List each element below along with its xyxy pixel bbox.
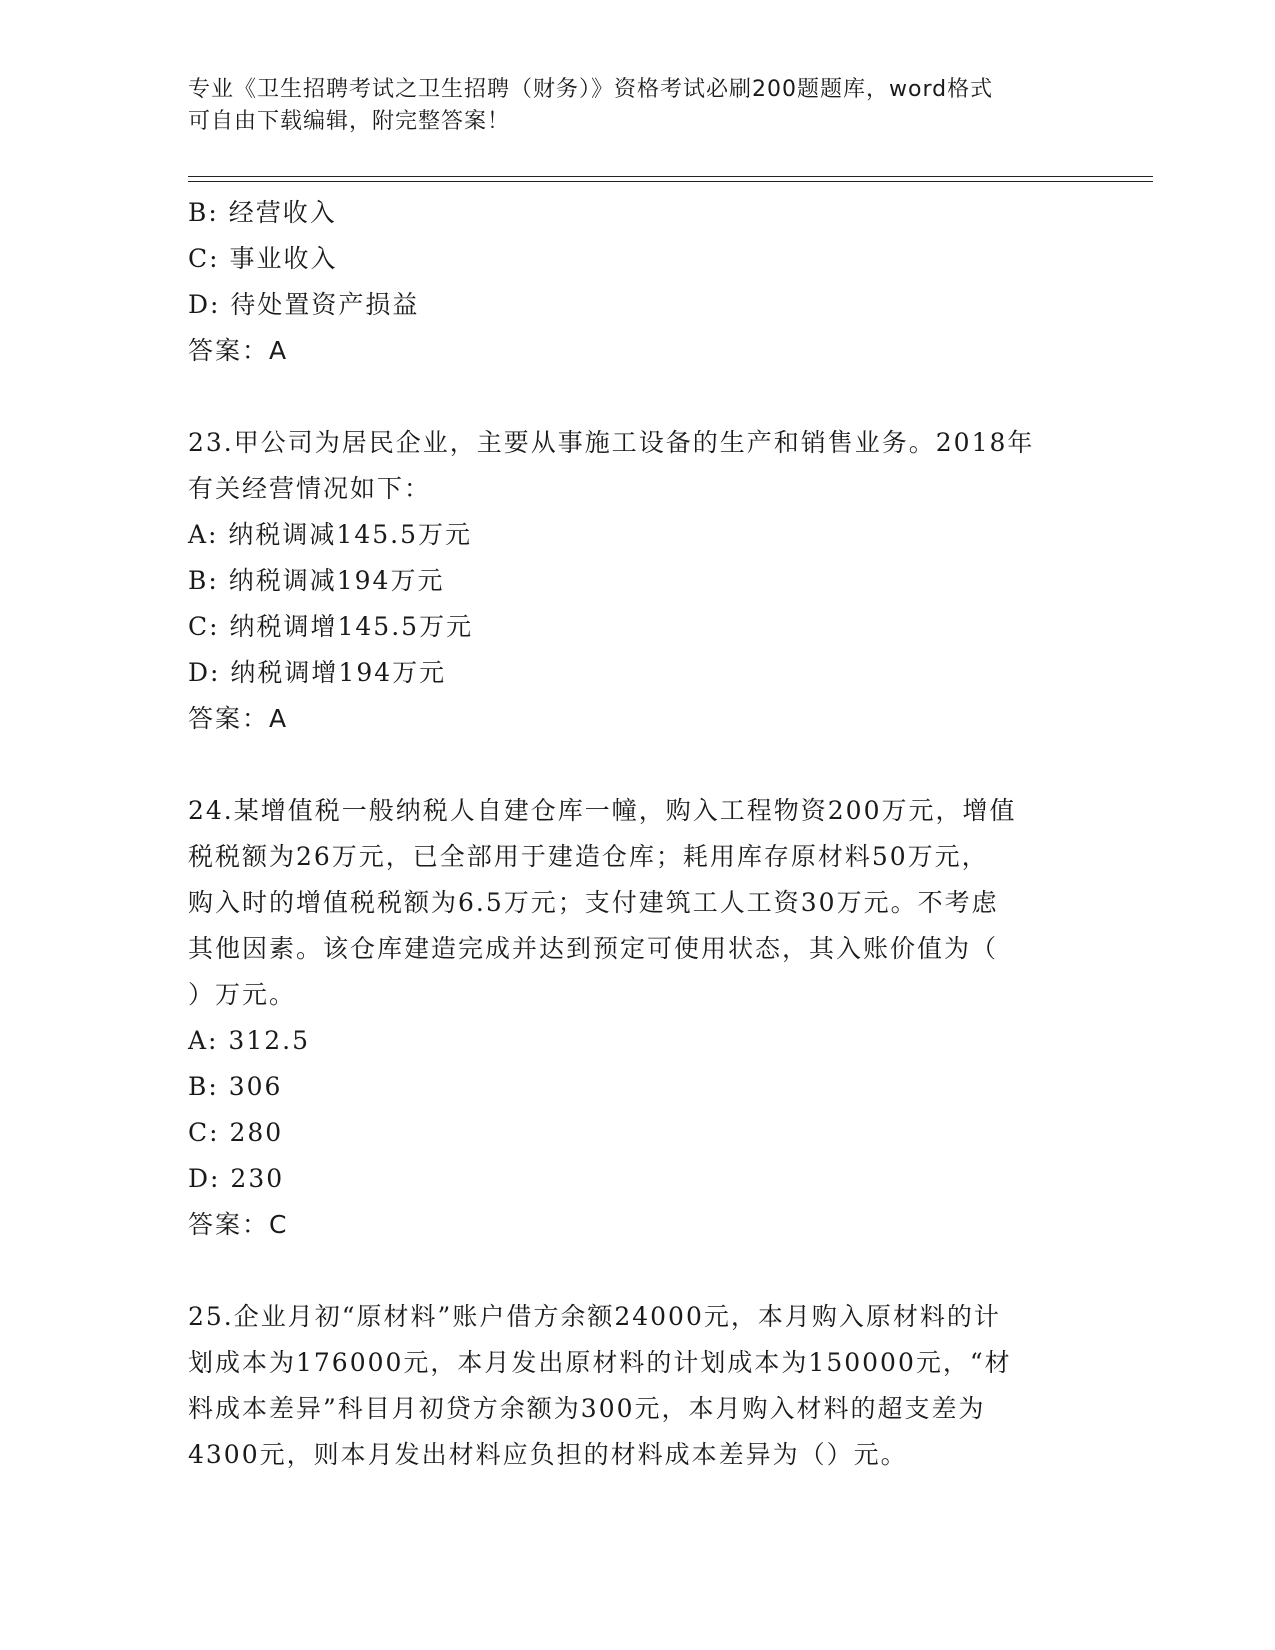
- option-c: C: 纳税调增145.5万元: [188, 612, 474, 641]
- answer: 答案：C: [188, 1210, 289, 1239]
- answer: 答案：A: [188, 704, 289, 733]
- option-b: B: 经营收入: [188, 198, 337, 227]
- question-stem-line: 23.甲公司为居民企业，主要从事施工设备的生产和销售业务。2018年: [188, 428, 1035, 457]
- question-stem-line: 25.企业月初“原材料”账户借方余额24000元，本月购入原材料的计: [188, 1302, 1001, 1331]
- spacer: [188, 1248, 1088, 1294]
- question-stem-line: 其他因素。该仓库建造完成并达到预定可使用状态，其入账价值为（: [188, 934, 999, 963]
- question-stem-line: 购入时的增值税税额为6.5万元；支付建筑工人工资30万元。不考虑: [188, 888, 999, 917]
- answer: 答案：A: [188, 336, 289, 365]
- question-stem-line: ）万元。: [188, 980, 297, 1009]
- option-d: D: 230: [188, 1164, 285, 1193]
- option-d: D: 待处置资产损益: [188, 290, 420, 319]
- option-c: C: 事业收入: [188, 244, 338, 273]
- question-24: [188, 788, 1088, 1248]
- spacer: [188, 374, 1088, 420]
- document-body: [188, 190, 1088, 1478]
- header-divider: [188, 176, 1153, 182]
- question-stem-line: 料成本差异”科目月初贷方余额为300元，本月购入材料的超支差为: [188, 1394, 986, 1423]
- header-line-2: 可自由下载编辑，附完整答案！: [188, 109, 511, 134]
- question-stem-line: 24.某增值税一般纳税人自建仓库一幢，购入工程物资200万元，增值: [188, 796, 1017, 825]
- option-a: A: 312.5: [188, 1026, 310, 1055]
- option-b: B: 306: [188, 1072, 283, 1101]
- question-25: [188, 1294, 1088, 1478]
- question-stem-line: 税税额为26万元，已全部用于建造仓库；耗用库存原材料50万元，: [188, 842, 989, 871]
- option-a: A: 纳税调减145.5万元: [188, 520, 472, 549]
- question-23: [188, 420, 1088, 742]
- question-stem-line: 4300元，则本月发出材料应负担的材料成本差异为（）元。: [188, 1440, 908, 1469]
- spacer: [188, 742, 1088, 788]
- question-stem-line: 有关经营情况如下：: [188, 474, 432, 503]
- option-c: C: 280: [188, 1118, 284, 1147]
- document-header: [188, 74, 1088, 138]
- question-22-tail: [188, 190, 1088, 374]
- option-d: D: 纳税调增194万元: [188, 658, 447, 687]
- header-line-1: 专业《卫生招聘考试之卫生招聘（财务）》资格考试必刷200题题库，word格式: [188, 77, 994, 102]
- option-b: B: 纳税调减194万元: [188, 566, 445, 595]
- question-stem-line: 划成本为176000元，本月发出原材料的计划成本为150000元，“材: [188, 1348, 1012, 1377]
